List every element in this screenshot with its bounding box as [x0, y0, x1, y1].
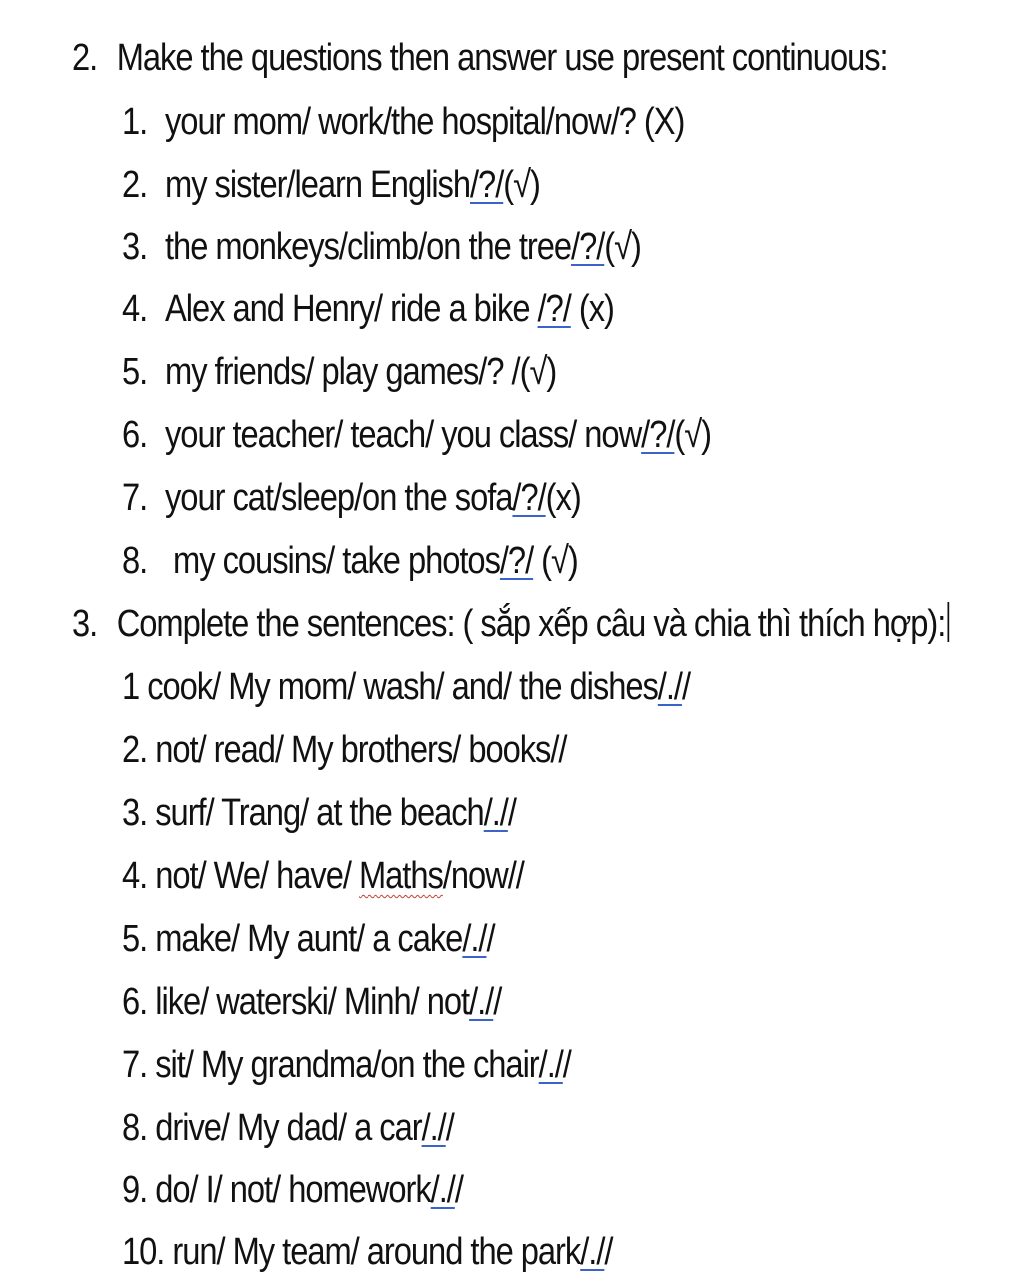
period-mark-underlined: /./ — [483, 792, 508, 834]
period-mark-underlined: /./ — [469, 981, 494, 1023]
sentence-item-3 — [122, 789, 516, 837]
question-item-number: 2. — [122, 164, 148, 206]
question-item-number: 7. — [122, 477, 148, 519]
question-item-text: the monkeys/climb/on the tree — [165, 226, 572, 268]
sentence-item-text: 6. like/ waterski/ Minh/ not — [122, 981, 470, 1023]
sentence-item-tail: / — [493, 981, 502, 1023]
question-item-text: your teacher/ teach/ you class/ now — [165, 414, 642, 456]
sentence-item-7 — [122, 1041, 571, 1089]
period-mark-underlined: /./ — [657, 666, 682, 708]
sentence-item-9 — [122, 1166, 463, 1214]
answer-mark: (x) — [545, 477, 581, 519]
section-3-number: 3. — [72, 603, 98, 645]
text-cursor — [947, 602, 949, 642]
question-item-number: 5. — [122, 351, 148, 393]
sentence-item-tail: / — [445, 1107, 454, 1149]
period-mark-underlined: /./ — [538, 1044, 563, 1086]
spellcheck-flagged-word: Maths — [358, 855, 443, 897]
question-item-number: 8. — [122, 540, 148, 582]
period-mark-underlined: /./ — [421, 1107, 446, 1149]
sentence-item-5 — [122, 915, 495, 963]
question-item-text: Alex and Henry/ ride a bike — [165, 288, 538, 330]
sentence-item-10 — [122, 1228, 612, 1276]
question-item-number: 3. — [122, 226, 148, 268]
sentence-item-6 — [122, 978, 501, 1026]
section-2-number: 2. — [72, 37, 98, 79]
sentence-item-4 — [122, 852, 524, 900]
question-item-text: your cat/sleep/on the sofa — [165, 477, 513, 519]
sentence-item-tail: / — [507, 792, 516, 834]
question-item-1 — [122, 98, 684, 146]
question-item-number: 1. — [122, 101, 148, 143]
question-mark-underlined: /?/ — [499, 540, 534, 582]
sentence-item-text: 10. run/ My team/ around the park — [122, 1231, 581, 1273]
question-item-8 — [122, 537, 578, 585]
sentence-item-tail: / — [604, 1231, 613, 1273]
section-2-heading-text: Make the questions then answer use present continuous: — [116, 37, 888, 79]
sentence-item-prefix: 4. not/ We/ have/ — [122, 855, 359, 897]
question-item-3 — [122, 223, 641, 271]
sentence-item-tail: / — [681, 666, 690, 708]
question-mark-underlined: /?/ — [641, 414, 675, 456]
question-item-5 — [122, 348, 556, 396]
sentence-item-tail: / — [486, 918, 495, 960]
sentence-item-text: 2. not/ read/ My brothers/ books// — [122, 729, 567, 771]
answer-mark: (√) — [503, 164, 540, 206]
question-item-text: my cousins/ take photos — [165, 540, 500, 582]
question-item-number: 6. — [122, 414, 148, 456]
answer-mark: (√) — [674, 414, 712, 456]
sentence-item-tail: / — [454, 1169, 463, 1211]
answer-mark: (x) — [570, 288, 614, 330]
period-mark-underlined: /./ — [430, 1169, 455, 1211]
answer-mark: (√) — [604, 226, 641, 268]
period-mark-underlined: /./ — [462, 918, 487, 960]
sentence-item-text: /now// — [442, 855, 524, 897]
sentence-item-text: 8. drive/ My dad/ a car — [122, 1107, 422, 1149]
section-3-heading — [72, 600, 949, 648]
question-mark-underlined: /?/ — [537, 288, 571, 330]
sentence-item-text: 7. sit/ My grandma/on the chair — [122, 1044, 539, 1086]
question-item-text: my sister/learn English — [165, 164, 471, 206]
sentence-item-text: 5. make/ My aunt/ a cake — [122, 918, 463, 960]
question-item-number: 4. — [122, 288, 148, 330]
question-item-2 — [122, 161, 540, 209]
question-item-text: your mom/ work/the hospital/now/? (X) — [165, 101, 685, 143]
question-mark-underlined: /?/ — [512, 477, 546, 519]
sentence-item-8 — [122, 1104, 454, 1152]
period-mark-underlined: /./ — [580, 1231, 605, 1273]
question-item-4 — [122, 285, 614, 333]
sentence-item-1 — [122, 663, 690, 711]
sentence-item-text: 3. surf/ Trang/ at the beach — [122, 792, 484, 834]
question-mark-underlined: /?/ — [571, 226, 605, 268]
section-3-heading-text: Complete the sentences: ( sắp xếp câu và chia thì thích hợp): — [116, 603, 946, 645]
section-2-heading — [72, 34, 888, 82]
question-item-text: my friends/ play games/? /(√) — [165, 351, 557, 393]
sentence-item-text: 1 cook/ My mom/ wash/ and/ the dishes — [122, 666, 658, 708]
sentence-item-2 — [122, 726, 566, 774]
question-mark-underlined: /?/ — [470, 164, 504, 206]
sentence-item-text: 9. do/ I/ not/ homework — [122, 1169, 431, 1211]
question-item-7 — [122, 474, 581, 522]
question-item-6 — [122, 411, 711, 459]
answer-mark: (√) — [533, 540, 578, 582]
sentence-item-tail: / — [562, 1044, 571, 1086]
